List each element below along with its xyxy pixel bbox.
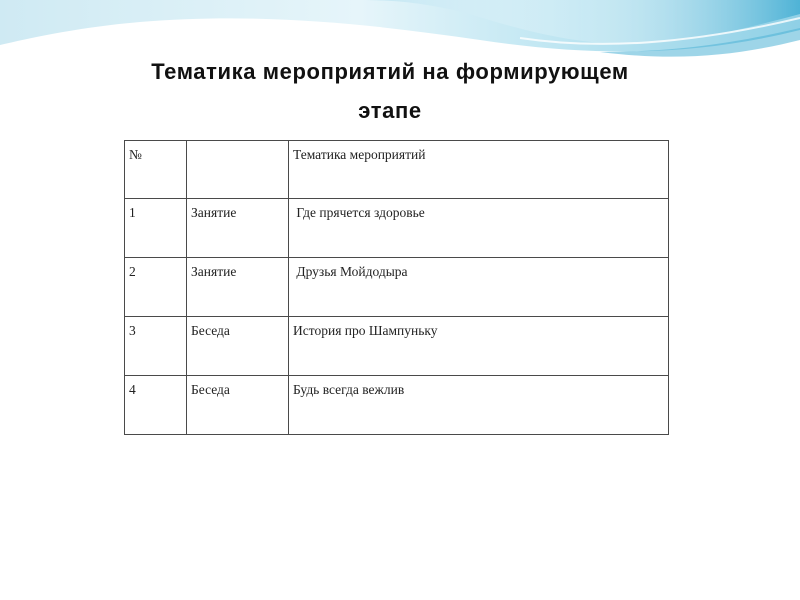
- header-cell-num: №: [125, 141, 187, 199]
- slide-title-line-2: этапе: [358, 98, 422, 123]
- header-cell-type: [187, 141, 289, 199]
- table-row: [125, 258, 669, 317]
- cell-type: Беседа: [187, 317, 289, 376]
- cell-type: Беседа: [187, 376, 289, 435]
- cell-type: Занятие: [187, 199, 289, 258]
- cell-theme: Друзья Мойдодыра: [289, 258, 669, 317]
- table-row: [125, 317, 669, 376]
- table-header-row: [125, 141, 669, 199]
- cell-theme: Будь всегда вежлив: [289, 376, 669, 435]
- cell-theme: Где прячется здоровье: [289, 199, 669, 258]
- cell-num: 4: [125, 376, 187, 435]
- header-cell-theme: Тематика мероприятий: [289, 141, 669, 199]
- slide-title-line-1: Тематика мероприятий на формирующем: [151, 59, 629, 84]
- table-row: [125, 199, 669, 258]
- cell-num: 2: [125, 258, 187, 317]
- table-row: [125, 376, 669, 435]
- cell-theme: История про Шампуньку: [289, 317, 669, 376]
- events-table: [124, 140, 669, 435]
- slide-title: [60, 52, 720, 130]
- cell-num: 1: [125, 199, 187, 258]
- cell-type: Занятие: [187, 258, 289, 317]
- cell-num: 3: [125, 317, 187, 376]
